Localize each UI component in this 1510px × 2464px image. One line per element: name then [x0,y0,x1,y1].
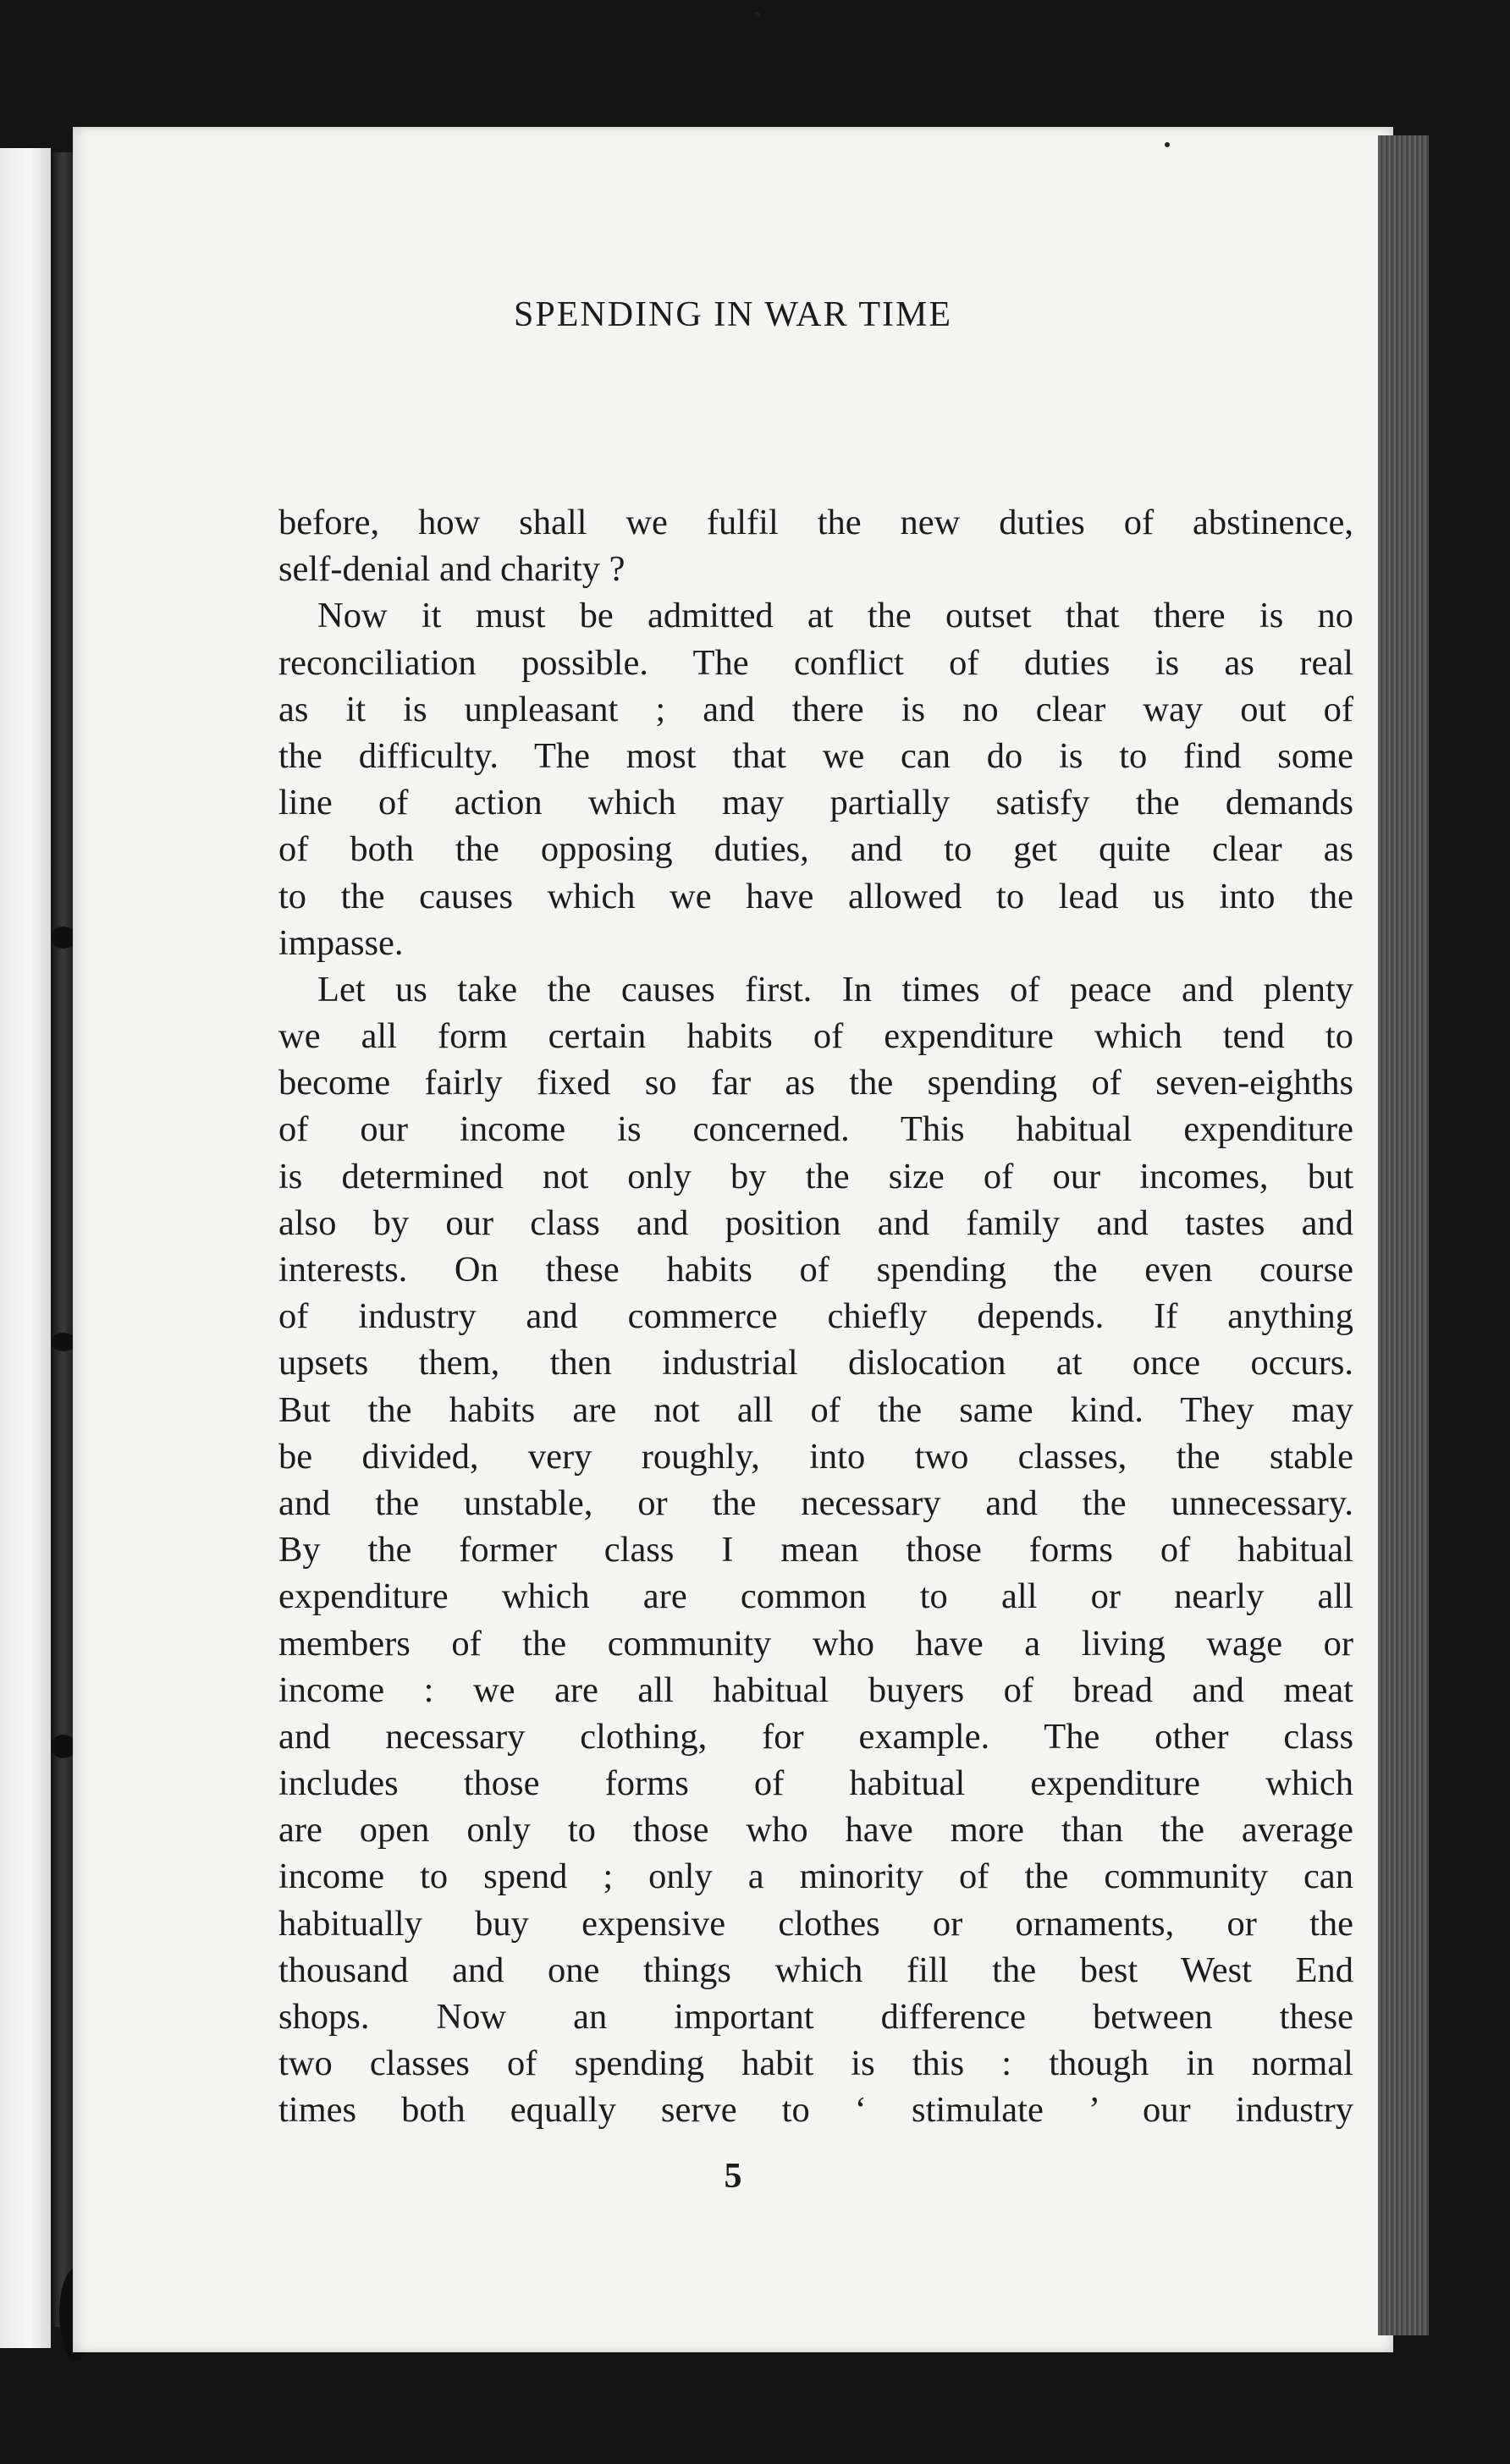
text-line: income to spend ; only a minority of the community can [278,1856,1353,1897]
text-line: habitually buy expensive clothes or ornaments, or the [278,1903,1353,1944]
text-line: is determined not only by the size of our incomes, but [278,1156,1353,1196]
text-line: expenditure which are common to all or nearly all [278,1576,1353,1617]
text-line: to the causes which we have allowed to lead us into the [278,876,1353,916]
text-line: the difficulty. The most that we can do is to find some [278,735,1353,776]
book-page [73,127,1393,2352]
text-line: line of action which may partially satisfy the demands [278,783,1353,823]
text-line: are open only to those who have more than the average [278,1810,1353,1851]
text-line: includes those forms of habitual expenditure which [278,1763,1353,1804]
text-line: also by our class and position and family and tastes and [278,1202,1353,1243]
facing-page-edge [0,148,51,2348]
scan-speck [755,12,760,17]
page-body [278,499,1353,2134]
text-line: thousand and one things which fill the best West End [278,1950,1353,1990]
running-title: SPENDING IN WAR TIME [514,295,952,334]
text-line: self-denial and charity ? [278,549,625,590]
text-line: But the habits are not all of the same kind. They may [278,1389,1353,1430]
scan-speck [1165,142,1170,147]
text-line: become fairly fixed so far as the spending of seven-eighths [278,1063,1353,1103]
text-line: and the unstable, or the necessary and the unnecessary. [278,1482,1353,1523]
text-line: we all form certain habits of expenditure which tend to [278,1016,1353,1057]
text-line: Let us take the causes first. In times of peace and plenty [317,969,1353,1009]
text-line: of industry and commerce chiefly depends. If anything [278,1296,1353,1337]
text-line: shops. Now an important difference between these [278,1997,1353,2037]
text-line: as it is unpleasant ; and there is no clear way out of [278,689,1353,729]
text-line: and necessary clothing, for example. The other class [278,1716,1353,1757]
text-line: interests. On these habits of spending the even course [278,1250,1353,1290]
text-line: income : we are all habitual buyers of bread and meat [278,1669,1353,1710]
text-line: be divided, very roughly, into two classes, the stable [278,1436,1353,1477]
text-line: before, how shall we fulfil the new duties of abstinence, [278,503,1353,542]
page-block-edges [1378,135,1429,2335]
text-line: of both the opposing duties, and to get quite clear as [278,829,1353,870]
text-line: reconciliation possible. The conflict of duties is as real [278,642,1353,683]
text-line: upsets them, then industrial dislocation at once occurs. [278,1343,1353,1383]
page-number: 5 [724,2157,742,2196]
text-line: impasse. [278,922,404,963]
text-line: members of the community who have a living wage or [278,1623,1353,1664]
book-gutter [52,152,73,2327]
text-line: two classes of spending habit is this : though in normal [278,2043,1353,2084]
text-line: of our income is concerned. This habitual expenditure [278,1109,1353,1150]
text-line: By the former class I mean those forms of habitual [278,1530,1353,1570]
text-line: times both equally serve to ‘ stimulate ’ our industry [278,2090,1353,2131]
text-line: Now it must be admitted at the outset that there is no [317,596,1353,636]
